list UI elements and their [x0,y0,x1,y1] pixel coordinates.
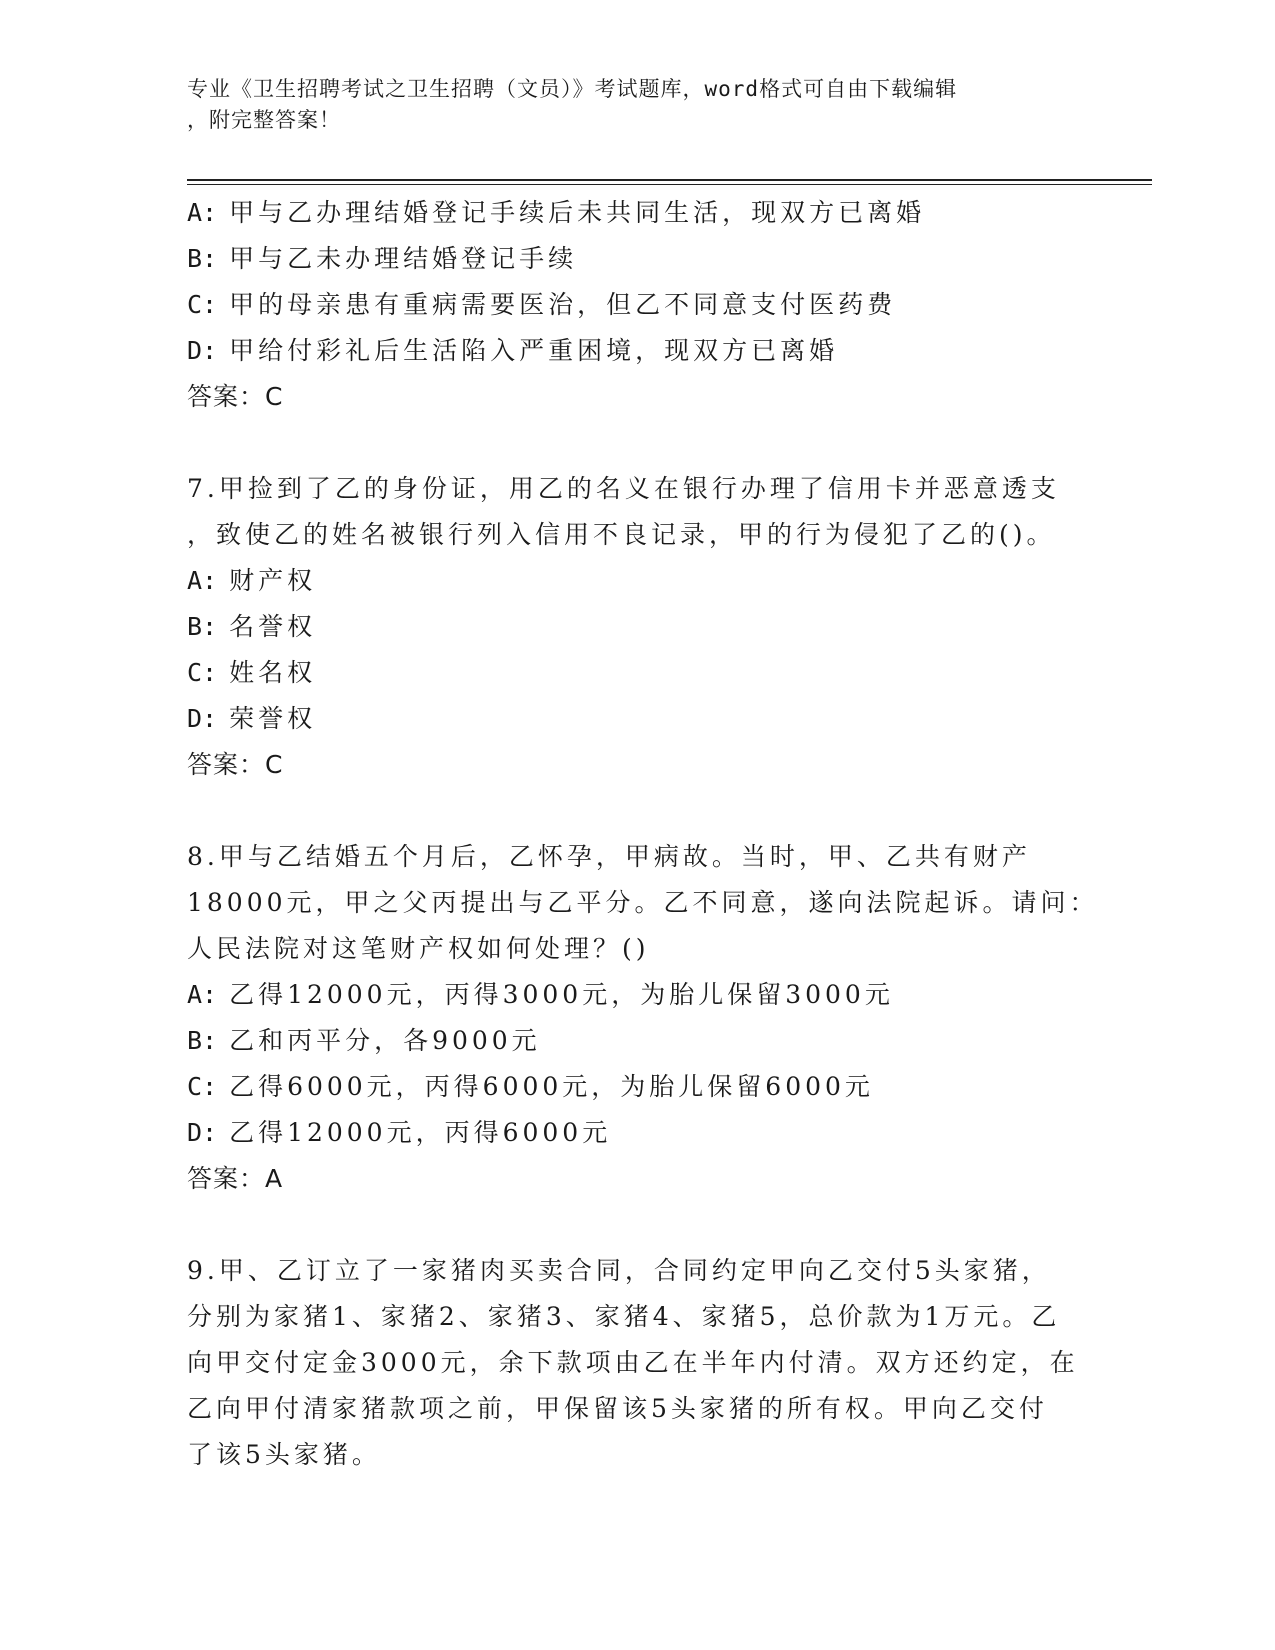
option-c: C: 姓名权 [187,658,317,687]
answer: 答案：C [187,750,284,779]
question-stem-line: ，致使乙的姓名被银行列入信用不良记录，甲的行为侵犯了乙的()。 [187,520,1056,549]
spacer [187,1202,1087,1248]
option-a: A: 甲与乙办理结婚登记手续后未共同生活，现双方已离婚 [187,198,926,227]
answer: 答案：C [187,382,284,411]
option-a: A: 财产权 [187,566,317,595]
question-stem-line: 人民法院对这笔财产权如何处理？() [187,934,650,963]
question-stem-line: 8.甲与乙结婚五个月后，乙怀孕，甲病故。当时，甲、乙共有财产 [187,842,1031,871]
document-body [187,190,1099,1478]
question-7 [187,466,1087,788]
question-stem-line: 18000元，甲之父丙提出与乙平分。乙不同意，遂向法院起诉。请问： [187,888,1099,917]
question-stem-line: 了该5头家猪。 [187,1440,381,1469]
spacer [187,788,1087,834]
question-8 [187,834,1099,1202]
option-b: B: 甲与乙未办理结婚登记手续 [187,244,578,273]
option-d: D: 乙得12000元，丙得6000元 [187,1118,612,1147]
document-header [187,74,1067,136]
option-c: C: 甲的母亲患有重病需要医治，但乙不同意支付医药费 [187,290,897,319]
option-c: C: 乙得6000元，丙得6000元，为胎儿保留6000元 [187,1072,874,1101]
question-6 [187,190,1087,420]
question-stem-line: 分别为家猪1、家猪2、家猪3、家猪4、家猪5，总价款为1万元。乙 [187,1302,1061,1331]
answer: 答案：A [187,1164,284,1193]
question-stem-line: 向甲交付定金3000元，余下款项由乙在半年内付清。双方还约定，在 [187,1348,1079,1377]
option-b: B: 乙和丙平分，各9000元 [187,1026,541,1055]
header-line-2: ，附完整答案！ [187,108,341,132]
option-d: D: 甲给付彩礼后生活陷入严重困境，现双方已离婚 [187,336,839,365]
option-d: D: 荣誉权 [187,704,317,733]
spacer [187,420,1087,466]
option-b: B: 名誉权 [187,612,317,641]
header-line-1: 专业《卫生招聘考试之卫生招聘（文员）》考试题库，word格式可自由下载编辑 [187,77,958,101]
question-stem-line: 7.甲捡到了乙的身份证，用乙的名义在银行办理了信用卡并恶意透支 [187,474,1060,503]
header-rule-thick [187,179,1152,181]
question-stem-line: 9.甲、乙订立了一家猪肉买卖合同，合同约定甲向乙交付5头家猪， [187,1256,1051,1285]
question-stem-line: 乙向甲付清家猪款项之前，甲保留该5头家猪的所有权。甲向乙交付 [187,1394,1048,1423]
option-a: A: 乙得12000元，丙得3000元，为胎儿保留3000元 [187,980,894,1009]
header-rule-thin [187,184,1152,185]
question-9 [187,1248,1087,1478]
